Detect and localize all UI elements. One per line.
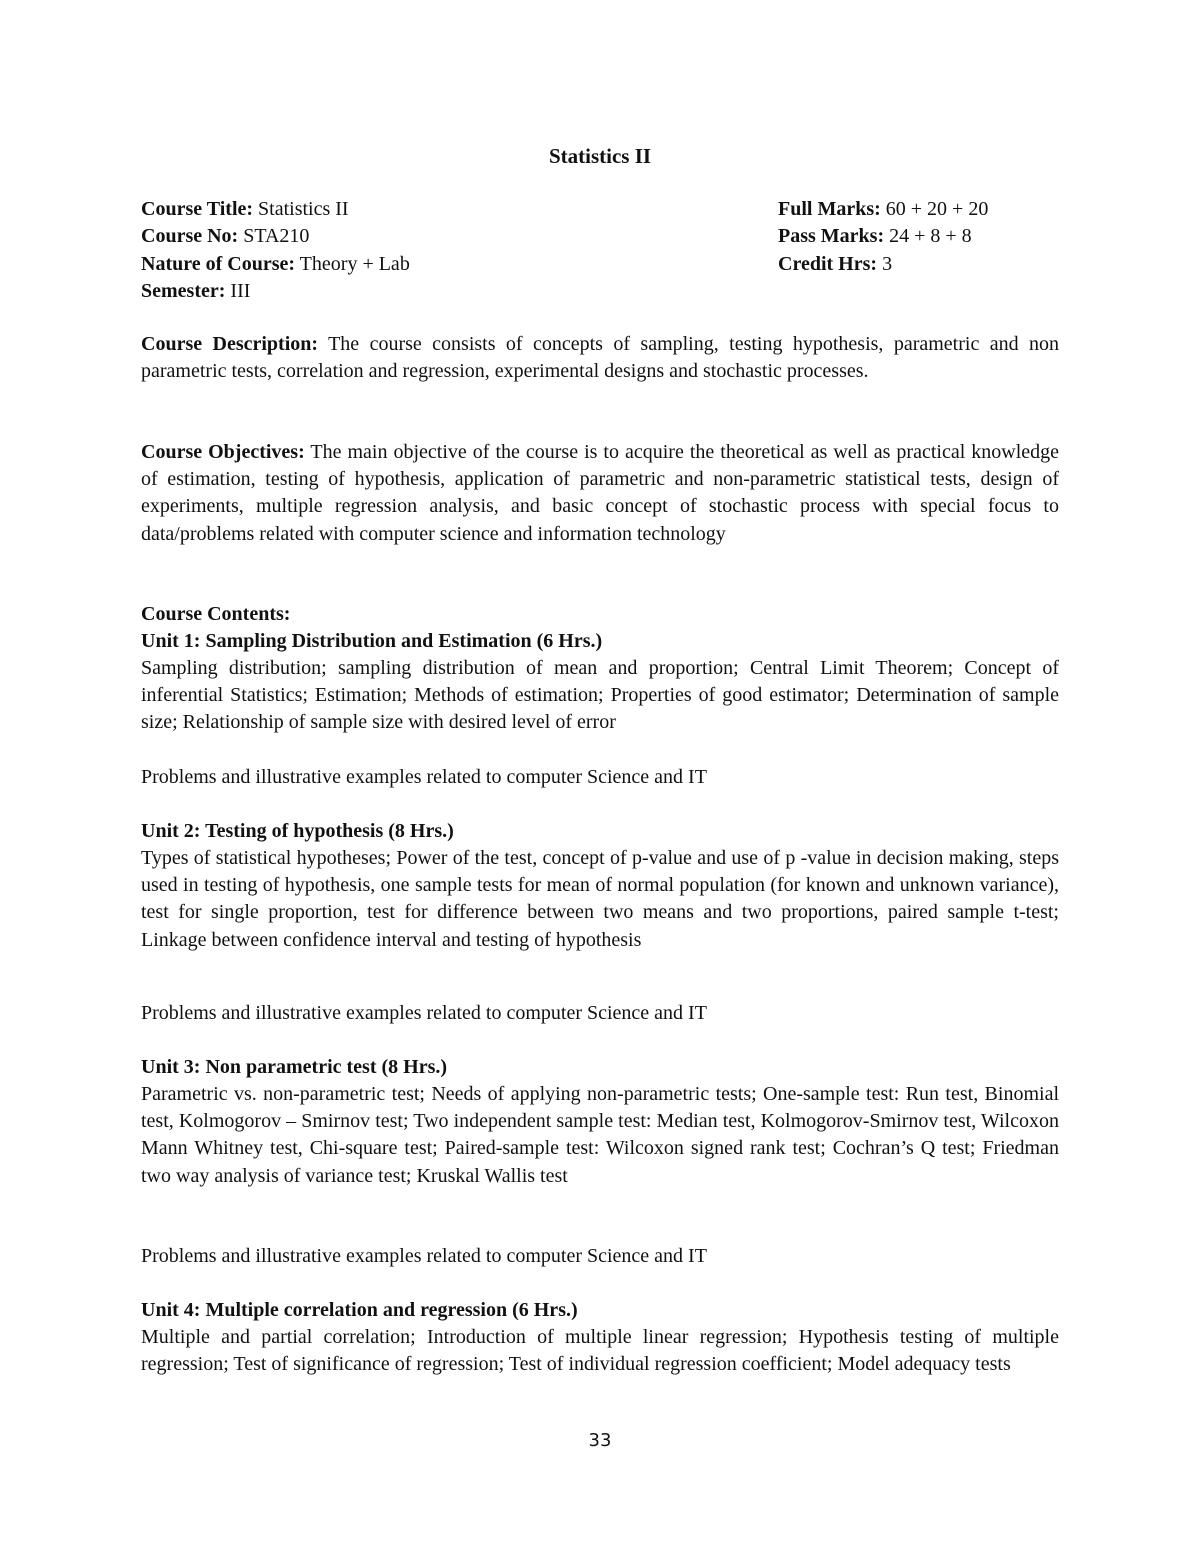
unit-3-heading: Unit 3: Non parametric test (8 Hrs.) — [141, 1056, 448, 1078]
credit-hrs-value: 3 — [877, 252, 893, 275]
course-no-value: STA210 — [238, 225, 310, 248]
full-marks-label: Full Marks: — [778, 198, 881, 220]
unit-4-text: Multiple and partial correlation; Introduction of multiple linear regression; Hypothesis testing of multiple regression; Test of significance of regression; Test of individual regression coefficient; Model adequacy tests — [141, 1326, 1059, 1376]
semester-label: Semester: — [141, 279, 226, 302]
course-title-label: Course Title: — [141, 198, 254, 220]
unit-1-heading: Unit 1: Sampling Distribution and Estimation (6 Hrs.) — [141, 630, 603, 652]
unit-2-text: Types of statistical hypotheses; Power of the test, concept of p-value and use of p -value in decision making, steps used in testing of hypothesis, one sample tests for mean of normal population (for known and unknown variance), test for single proportion, test for difference between two means and two proportions, paired sample t-test; Linkage between confidence interval and testing of hypothesis — [141, 847, 1059, 951]
pass-marks-value: 24 + 8 + 8 — [884, 225, 972, 248]
description-text: The course consists of concepts of sampling, testing hypothesis, parametric and non parametric tests, correlation and regression, experimental designs and stochastic processes. — [141, 333, 1060, 383]
unit-4-heading: Unit 4: Multiple correlation and regression (6 Hrs.) — [141, 1299, 578, 1321]
course-title-value: Statistics II — [253, 198, 349, 220]
course-objectives — [141, 439, 1059, 548]
full-marks-value: 60 + 20 + 20 — [880, 198, 989, 220]
contents-heading: Course Contents: — [141, 603, 291, 625]
page-number: 33 — [588, 1430, 612, 1451]
unit-3-problems: Problems and illustrative examples related to computer Science and IT — [141, 1245, 707, 1267]
document-title: Statistics II — [548, 144, 652, 168]
unit-3-text: Parametric vs. non-parametric test; Needs of applying non-parametric tests; One-sample test: Run test, Binomial test, Kolmogorov – Smirnov test; Two independent sample test: Median test, Kolmogorov-Smirnov test, Wilcoxon Mann Whitney test, Chi-square test; Paired-sample test: Wilcoxon signed rank test; Cochran’s Q test; Friedman two way analysis of variance test; Kruskal Wallis test — [141, 1083, 1059, 1187]
nature-label: Nature of Course: — [141, 252, 296, 275]
unit-2-problems: Problems and illustrative examples related to computer Science and IT — [141, 1002, 707, 1024]
course-description — [141, 331, 1059, 385]
unit-2-heading: Unit 2: Testing of hypothesis (8 Hrs.) — [141, 820, 454, 842]
unit-1-text: Sampling distribution; sampling distribution of mean and proportion; Central Limit Theorem; Concept of inferential Statistics; Estimation; Methods of estimation; Properties of good estimator; Determination of sample size; Relationship of sample size with desired level of error — [141, 657, 1059, 734]
course-meta — [141, 196, 1059, 305]
pass-marks-label: Pass Marks: — [778, 225, 885, 248]
unit-1-problems: Problems and illustrative examples related to computer Science and IT — [141, 766, 707, 788]
objectives-label: Course Objectives: — [141, 441, 305, 463]
semester-value: III — [225, 279, 251, 302]
objectives-text: The main objective of the course is to acquire the theoretical as well as practical knowledge of estimation, testing of hypothesis, application of parametric and non-parametric statistical tests, design of experiments, multiple regression analysis, and basic concept of stochastic process with special focus to data/problems related with computer science and information technology — [141, 441, 1060, 545]
description-label: Course Description: — [141, 333, 319, 355]
nature-value: Theory + Lab — [295, 252, 410, 275]
course-no-label: Course No: — [141, 225, 239, 248]
credit-hrs-label: Credit Hrs: — [778, 252, 878, 275]
